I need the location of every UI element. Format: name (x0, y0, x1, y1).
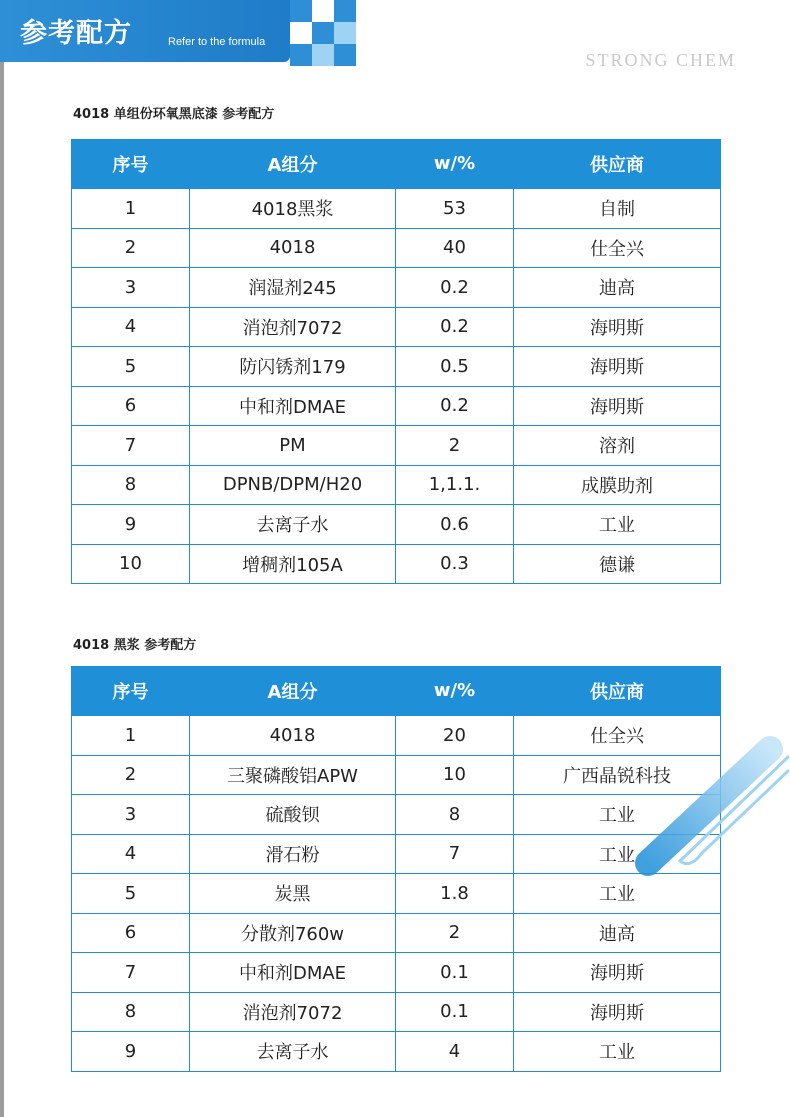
index-cell: 6 (72, 913, 190, 953)
component-cell: 4018 (190, 716, 396, 756)
header-index: 序号 (72, 666, 190, 716)
supplier-cell: 迪高 (514, 913, 721, 953)
supplier-cell: 仕全兴 (514, 716, 721, 756)
section-title-black-paste: 4018 黑浆 参考配方 (73, 638, 197, 653)
page-left-border (0, 0, 4, 1117)
supplier-cell: 海明斯 (514, 953, 721, 993)
supplier-cell: 迪高 (514, 268, 721, 308)
index-cell: 5 (72, 874, 190, 914)
header-supplier: 供应商 (514, 139, 721, 189)
table-row (72, 505, 721, 545)
component-cell: 增稠剂105A (190, 544, 396, 584)
component-cell: 硫酸钡 (190, 795, 396, 835)
header-component: A组分 (190, 666, 396, 716)
supplier-cell: 海明斯 (514, 386, 721, 426)
header-index: 序号 (72, 139, 190, 189)
formula-table-primer (71, 139, 721, 584)
supplier-cell: 仕全兴 (514, 228, 721, 268)
index-cell: 2 (72, 228, 190, 268)
table-row (72, 426, 721, 466)
table-row (72, 268, 721, 308)
weight-cell: 40 (396, 228, 514, 268)
index-cell: 1 (72, 189, 190, 229)
weight-cell: 8 (396, 795, 514, 835)
component-cell: 分散剂760w (190, 913, 396, 953)
component-cell: 炭黑 (190, 874, 396, 914)
component-cell: 防闪锈剂179 (190, 347, 396, 387)
supplier-cell: 成膜助剂 (514, 465, 721, 505)
index-cell: 4 (72, 834, 190, 874)
supplier-cell: 工业 (514, 795, 721, 835)
table-row (72, 913, 721, 953)
component-cell: 4018黑浆 (190, 189, 396, 229)
weight-cell: 0.2 (396, 307, 514, 347)
weight-cell: 2 (396, 913, 514, 953)
component-cell: 消泡剂7072 (190, 992, 396, 1032)
supplier-cell: 广西晶锐科技 (514, 755, 721, 795)
component-cell: DPNB/DPM/H20 (190, 465, 396, 505)
weight-cell: 4 (396, 1032, 514, 1072)
weight-cell: 0.1 (396, 992, 514, 1032)
weight-cell: 0.2 (396, 386, 514, 426)
index-cell: 4 (72, 307, 190, 347)
supplier-cell: 自制 (514, 189, 721, 229)
component-cell: 去离子水 (190, 505, 396, 545)
supplier-cell: 德谦 (514, 544, 721, 584)
header-subtitle: Refer to the formula (168, 36, 266, 48)
table-row (72, 228, 721, 268)
supplier-cell: 工业 (514, 874, 721, 914)
weight-cell: 0.5 (396, 347, 514, 387)
weight-cell: 0.2 (396, 268, 514, 308)
table-row (72, 386, 721, 426)
index-cell: 7 (72, 426, 190, 466)
supplier-cell: 工业 (514, 1032, 721, 1072)
header-banner (0, 0, 290, 62)
component-cell: 中和剂DMAE (190, 953, 396, 993)
index-cell: 10 (72, 544, 190, 584)
supplier-cell: 海明斯 (514, 307, 721, 347)
component-cell: 润湿剂245 (190, 268, 396, 308)
table-row (72, 544, 721, 584)
table-row (72, 189, 721, 229)
table-row (72, 307, 721, 347)
weight-cell: 20 (396, 716, 514, 756)
supplier-cell: 海明斯 (514, 992, 721, 1032)
weight-cell: 0.3 (396, 544, 514, 584)
header-weight: w/% (396, 666, 514, 716)
index-cell: 9 (72, 1032, 190, 1072)
supplier-cell: 工业 (514, 505, 721, 545)
header-title: 参考配方 (20, 18, 132, 49)
paperclip-decoration (620, 735, 790, 905)
component-cell: 滑石粉 (190, 834, 396, 874)
table-row (72, 347, 721, 387)
component-cell: PM (190, 426, 396, 466)
component-cell: 去离子水 (190, 1032, 396, 1072)
index-cell: 8 (72, 992, 190, 1032)
weight-cell: 1,1.1. (396, 465, 514, 505)
table-row (72, 1032, 721, 1072)
weight-cell: 0.1 (396, 953, 514, 993)
table-header-row (72, 139, 721, 189)
weight-cell: 0.6 (396, 505, 514, 545)
index-cell: 3 (72, 268, 190, 308)
header-supplier: 供应商 (514, 666, 721, 716)
weight-cell: 10 (396, 755, 514, 795)
table-header-row (72, 666, 721, 716)
supplier-cell: 工业 (514, 834, 721, 874)
header-weight: w/% (396, 139, 514, 189)
supplier-cell: 溶剂 (514, 426, 721, 466)
index-cell: 3 (72, 795, 190, 835)
index-cell: 1 (72, 716, 190, 756)
section-title-primer: 4018 单组份环氧黑底漆 参考配方 (73, 107, 275, 122)
component-cell: 4018 (190, 228, 396, 268)
index-cell: 5 (72, 347, 190, 387)
index-cell: 7 (72, 953, 190, 993)
index-cell: 6 (72, 386, 190, 426)
index-cell: 9 (72, 505, 190, 545)
weight-cell: 7 (396, 834, 514, 874)
component-cell: 中和剂DMAE (190, 386, 396, 426)
weight-cell: 1.8 (396, 874, 514, 914)
table-row (72, 992, 721, 1032)
brand-watermark: STRONG CHEM (585, 50, 736, 70)
table-row (72, 465, 721, 505)
table-row (72, 953, 721, 993)
header-component: A组分 (190, 139, 396, 189)
supplier-cell: 海明斯 (514, 347, 721, 387)
component-cell: 消泡剂7072 (190, 307, 396, 347)
index-cell: 8 (72, 465, 190, 505)
component-cell: 三聚磷酸铝APW (190, 755, 396, 795)
index-cell: 2 (72, 755, 190, 795)
weight-cell: 53 (396, 189, 514, 229)
weight-cell: 2 (396, 426, 514, 466)
